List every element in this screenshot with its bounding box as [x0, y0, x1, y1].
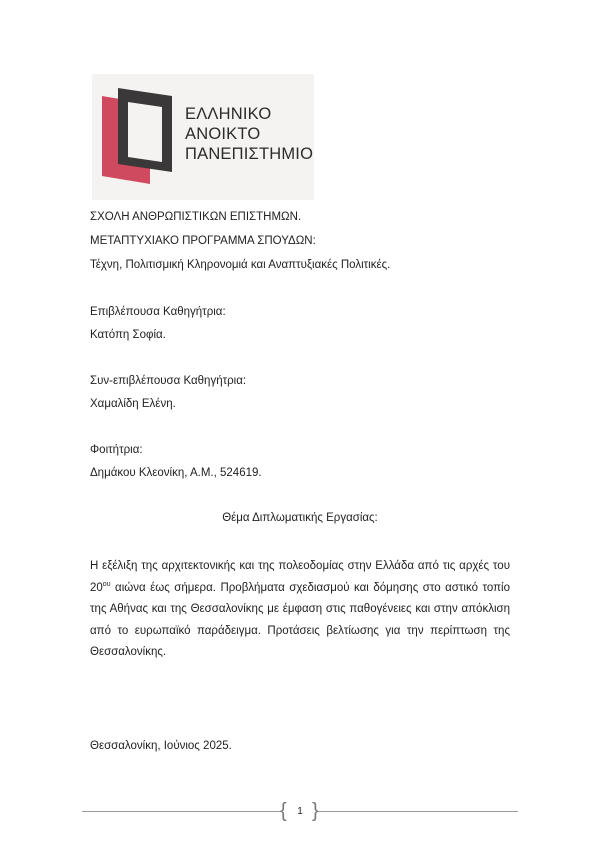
- place-date: Θεσσαλονίκη, Ιούνιος 2025.: [90, 740, 232, 752]
- thesis-topic-superscript: ου: [102, 580, 111, 588]
- logo-line-1: ΕΛΛΗΝΙΚΟ: [185, 105, 272, 123]
- supervisor-name: Κατόπη Σοφία.: [90, 329, 166, 341]
- cosupervisor-name: Χαμαλίδη Ελένη.: [90, 398, 176, 410]
- supervisor-label: Επιβλέπουσα Καθηγήτρια:: [90, 306, 226, 318]
- logo-line-3: ΠΑΝΕΠΙΣΤΗΜΙΟ: [185, 145, 314, 163]
- school-name: ΣΧΟΛΗ ΑΝΘΡΩΠΙΣΤΙΚΩΝ ΕΠΙΣΤΗΜΩΝ.: [90, 211, 302, 223]
- program-name: Τέχνη, Πολιτισμική Κληρονομιά και Αναπτυξιακές Πολιτικές.: [90, 259, 391, 271]
- thesis-heading: Θέμα Διπλωματικής Εργασίας:: [222, 512, 378, 524]
- thesis-topic-part-2: αιώνα έως σήμερα. Προβλήματα σχεδιασμού και δόμησης στο αστικό τοπίο της Αθήνας και της Θεσσαλονίκης με έμφαση στις παθογένειες και στην απόκλιση από το ευρωπαϊκό παράδειγμα. Προτάσεις βελτίωσης για την περίπτωση της Θεσσαλονίκης.: [90, 581, 510, 658]
- logo-line-2: ΑΝΟΙΚΤΟ: [185, 125, 261, 143]
- right-brace-icon: }: [312, 800, 319, 822]
- logo-mark-icon: [102, 88, 172, 184]
- footer-rule-right: [318, 811, 518, 812]
- program-label: ΜΕΤΑΠΤΥΧΙΑΚΟ ΠΡΟΓΡΑΜΜΑ ΣΠΟΥΔΩΝ:: [90, 235, 316, 247]
- thesis-topic: [90, 556, 510, 664]
- left-brace-icon: {: [280, 800, 287, 822]
- student-name: Δημάκου Κλεονίκη, Α.Μ., 524619.: [90, 467, 262, 479]
- page-number: 1: [297, 806, 303, 817]
- university-logo: [92, 74, 314, 200]
- cosupervisor-label: Συν-επιβλέπουσα Καθηγήτρια:: [90, 375, 247, 387]
- logo-text: [185, 104, 313, 164]
- student-label: Φοιτήτρια:: [90, 444, 143, 456]
- footer-rule-left: [82, 811, 282, 812]
- thesis-topic-part-1: Η εξέλιξη της αρχιτεκτονικής και της πολεοδομίας στην Ελλάδα από τις αρχές του 20: [90, 560, 510, 594]
